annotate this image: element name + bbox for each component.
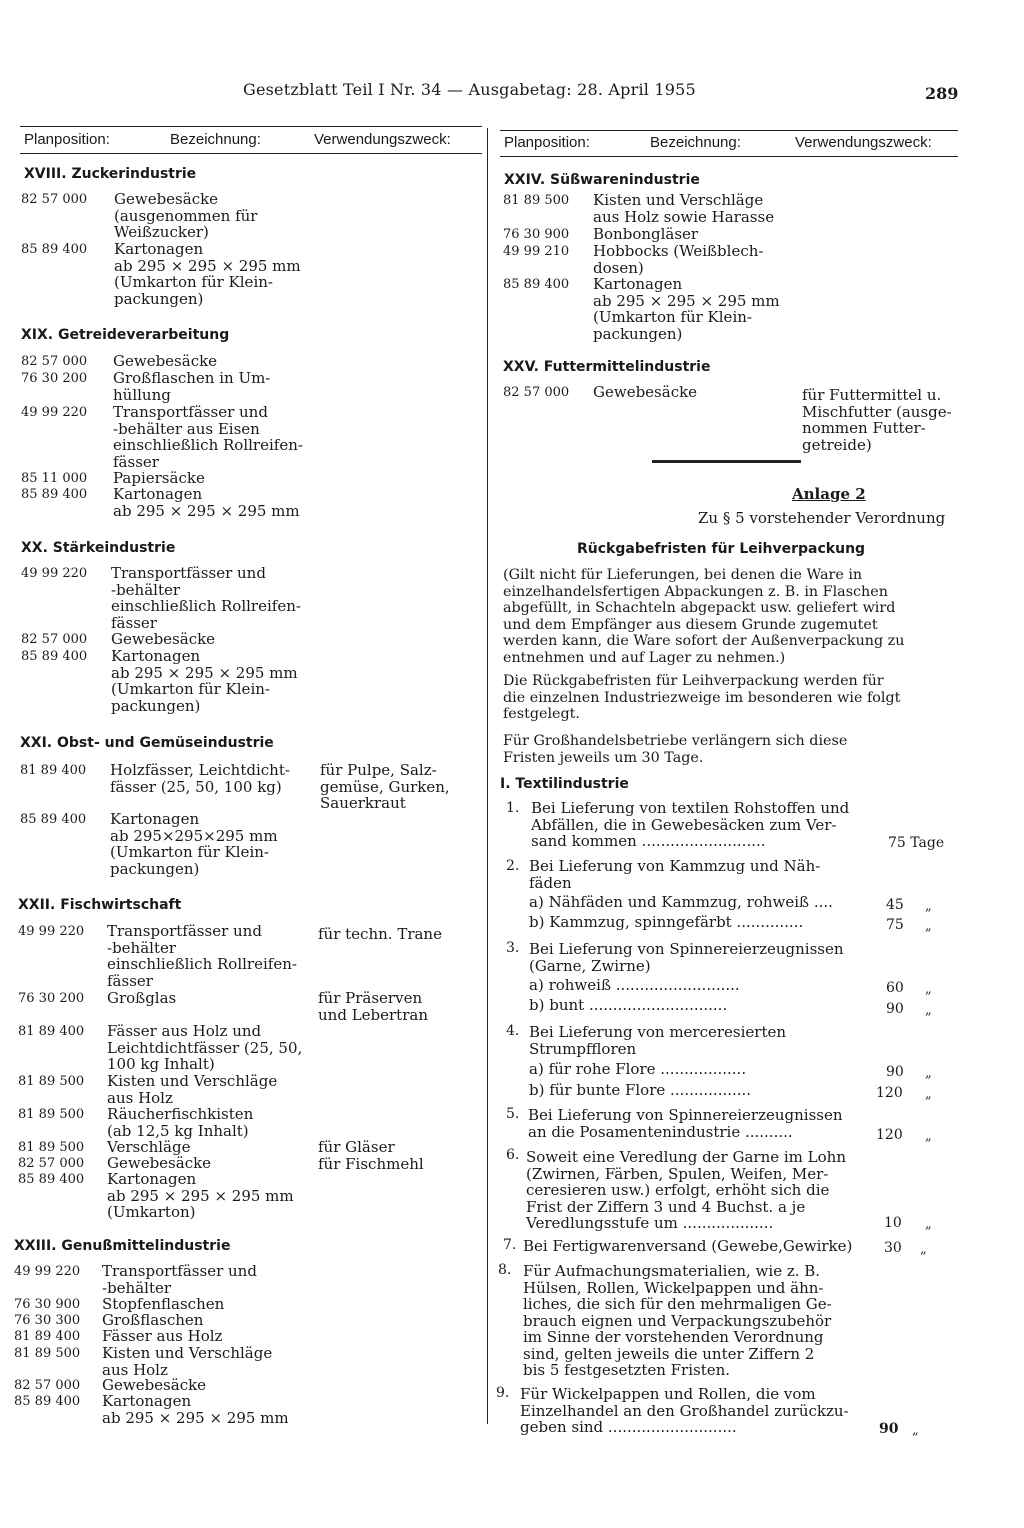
right-col-name: Bezeichnung: <box>650 134 741 151</box>
item-description: Stopfenflaschen <box>102 1295 225 1313</box>
item-description: Kisten und Verschläge aus Holz <box>102 1344 273 1379</box>
plan-code: 85 89 400 <box>14 1394 81 1409</box>
plan-code: 49 99 220 <box>14 1264 81 1279</box>
left-col-purpose: Verwendungszweck: <box>314 131 451 148</box>
item-description: Kartonagen ab 295 × 295 × 295 mm <box>113 485 300 520</box>
annex-reference: Zu § 5 vorstehender Verordnung <box>698 509 946 527</box>
item-description: Hobbocks (Weißblech- dosen) <box>593 242 764 277</box>
item-description: Großflaschen <box>102 1311 204 1329</box>
item-days: 75 Tage <box>888 835 945 851</box>
plan-code: 85 89 400 <box>18 1172 85 1187</box>
right-col-purpose: Verwendungszweck: <box>795 134 932 151</box>
item-number: 7. <box>503 1237 517 1253</box>
item-description: Kartonagen ab 295 × 295 × 295 mm (Umkarton) <box>107 1170 294 1221</box>
item-number: 5. <box>506 1106 520 1122</box>
item-number: 1. <box>506 800 520 816</box>
item-description: Transportfässer und -behälter einschließlich Rollreifen- fässer <box>111 564 301 632</box>
plan-code: 76 30 200 <box>21 371 88 386</box>
item-text: Bei Lieferung von Kammzug und Näh- fäden <box>529 857 821 892</box>
item-text: Für Wickelpappen und Rollen, die vom Einzelhandel an den Großhandel zurückzu- geben sind ........................... <box>520 1385 849 1436</box>
item-days: 30 <box>884 1240 902 1256</box>
item-number: 9. <box>496 1385 510 1401</box>
item-description: Papiersäcke <box>113 469 205 487</box>
plan-code: 85 89 400 <box>21 649 88 664</box>
plan-code: 85 89 400 <box>20 812 87 827</box>
item-description: Gewebesäcke (ausgenommen für Weißzucker) <box>114 190 258 241</box>
plan-code: 82 57 000 <box>21 354 88 369</box>
item-description: Kartonagen ab 295 × 295 × 295 mm (Umkarton für Klein- packungen) <box>114 240 301 308</box>
plan-code: 82 57 000 <box>18 1156 85 1171</box>
ditto-mark: „ <box>925 982 932 997</box>
item-subtext: a) rohweiß .......................... <box>529 976 740 994</box>
item-days: 90 <box>886 1001 904 1017</box>
item-description: Holzfässer, Leichtdicht- fässer (25, 50, 100 kg) <box>110 761 290 796</box>
page-number: 289 <box>925 84 959 103</box>
section-xix-title: XIX. Getreideverarbeitung <box>21 327 230 343</box>
item-description: Gewebesäcke <box>102 1376 207 1394</box>
ditto-mark: „ <box>925 1066 932 1081</box>
item-description: Kisten und Verschläge aus Holz <box>107 1072 278 1107</box>
item-days: 75 <box>886 917 904 933</box>
plan-code: 81 89 500 <box>18 1140 85 1155</box>
item-description: Großflaschen in Um- hüllung <box>113 369 271 404</box>
column-divider <box>487 128 488 1424</box>
item-description: Kartonagen ab 295 × 295 × 295 mm (Umkarton für Klein- packungen) <box>111 647 298 715</box>
page-header-title: Gesetzblatt Teil I Nr. 34 — Ausgabetag: 28. April 1955 <box>243 80 696 99</box>
item-purpose: für Gläser <box>318 1138 395 1156</box>
section-xxi-title: XXI. Obst- und Gemüseindustrie <box>20 735 274 751</box>
left-top-rule <box>20 126 482 127</box>
plan-code: 76 30 900 <box>14 1297 81 1312</box>
item-purpose: für Pulpe, Salz- gemüse, Gurken, Sauerkraut <box>320 761 450 812</box>
ditto-mark: „ <box>925 919 932 934</box>
section-separator <box>652 460 801 463</box>
item-days: 45 <box>886 897 904 913</box>
right-col-position: Planposition: <box>504 134 590 151</box>
item-number: 3. <box>506 940 520 956</box>
ditto-mark: „ <box>925 1087 932 1102</box>
plan-code: 81 89 400 <box>18 1024 85 1039</box>
plan-code: 76 30 900 <box>503 227 570 242</box>
section-xviii-title: XVIII. Zuckerindustrie <box>24 166 197 182</box>
item-description: Transportfässer und -behälter aus Eisen einschließlich Rollreifen- fässer <box>113 403 303 471</box>
plan-code: 81 89 500 <box>18 1107 85 1122</box>
item-description: Kartonagen ab 295×295×295 mm (Umkarton für Klein- packungen) <box>110 810 278 878</box>
annex-paragraph-1: (Gilt nicht für Lieferungen, bei denen die Ware in einzelhandelsfertigen Abpackungen z. B. in Flaschen abgefüllt, in Schachteln abgepackt usw. geliefert wird und dem Empfänger aus diesem Grunde zugemutet werden kann, die Ware sofort der Außenverpackung zu entnehmen und auf Lager zu nehmen.) <box>503 567 905 666</box>
plan-code: 49 99 220 <box>21 405 88 420</box>
item-number: 8. <box>498 1262 512 1278</box>
item-subtext: b) für bunte Flore ................. <box>529 1081 752 1099</box>
item-description: Fässer aus Holz und Leichtdichtfässer (25, 50, 100 kg Inhalt) <box>107 1022 303 1073</box>
section-xxiii-title: XXIII. Genußmittelindustrie <box>14 1238 231 1254</box>
item-description: Großglas <box>107 989 177 1007</box>
plan-code: 82 57 000 <box>21 632 88 647</box>
item-description: Verschläge <box>107 1138 191 1156</box>
right-header-rule <box>500 156 958 157</box>
right-top-rule <box>500 130 958 131</box>
item-description: Gewebesäcke <box>593 383 698 401</box>
left-col-name: Bezeichnung: <box>170 131 261 148</box>
plan-code: 85 89 400 <box>21 487 88 502</box>
plan-code: 82 57 000 <box>503 385 570 400</box>
plan-code: 85 89 400 <box>21 242 88 257</box>
ditto-mark: „ <box>925 1003 932 1018</box>
item-purpose: für Fischmehl <box>318 1155 424 1173</box>
item-days: 90 <box>886 1064 904 1080</box>
item-subtext: a) für rohe Flore .................. <box>529 1060 747 1078</box>
item-days: 120 <box>876 1127 903 1143</box>
annex-heading: Rückgabefristen für Leihverpackung <box>577 541 866 557</box>
annex-paragraph-3: Für Großhandelsbetriebe verlängern sich diese Fristen jeweils um 30 Tage. <box>503 733 848 766</box>
section-xxiv-title: XXIV. Süßwarenindustrie <box>504 172 700 188</box>
plan-code: 49 99 220 <box>21 566 88 581</box>
item-purpose: für techn. Trane <box>318 925 442 943</box>
item-number: 2. <box>506 858 520 874</box>
plan-code: 81 89 400 <box>14 1329 81 1344</box>
section-xx-title: XX. Stärkeindustrie <box>21 540 176 556</box>
item-number: 6. <box>506 1147 520 1163</box>
item-text: Bei Lieferung von merceresierten Strumpfflоren <box>529 1023 787 1058</box>
left-header-rule <box>20 153 482 154</box>
item-text: Bei Lieferung von Spinnereierzeugnissen (Garne, Zwirne) <box>529 940 844 975</box>
item-purpose: für Präserven und Lebertran <box>318 989 428 1024</box>
item-text: Bei Lieferung von Spinnereierzeugnissen an die Posamentenindustrie .......... <box>528 1106 843 1141</box>
ditto-mark: „ <box>925 899 932 914</box>
section-xxii-title: XXII. Fischwirtschaft <box>18 897 182 913</box>
plan-code: 81 89 500 <box>14 1346 81 1361</box>
item-description: Räucherfischkisten (ab 12,5 kg Inhalt) <box>107 1105 254 1140</box>
plan-code: 76 30 300 <box>14 1313 81 1328</box>
annex-title: Anlage 2 <box>792 485 866 503</box>
item-purpose: für Futtermittel u. Mischfutter (ausge- nommen Futter- getreide) <box>802 386 952 454</box>
item-subtext: a) Nähfäden und Kammzug, rohweiß .... <box>529 893 833 911</box>
plan-code: 85 11 000 <box>21 471 88 486</box>
section-xxv-title: XXV. Futtermittelindustrie <box>503 359 711 375</box>
ditto-mark: „ <box>925 1217 932 1232</box>
item-days: 90 <box>879 1421 899 1437</box>
plan-code: 85 89 400 <box>503 277 570 292</box>
ditto-mark: „ <box>920 1242 927 1257</box>
plan-code: 81 89 500 <box>503 193 570 208</box>
plan-code: 49 99 220 <box>18 924 85 939</box>
item-description: Bonbongläser <box>593 225 699 243</box>
item-text: Bei Lieferung von textilen Rohstoffen und Abfällen, die in Gewebesäcken zum Ver- sand kommen .......................... <box>531 799 850 850</box>
item-description: Gewebesäcke <box>111 630 216 648</box>
item-description: Kartonagen ab 295 × 295 × 295 mm (Umkarton für Klein- packungen) <box>593 275 780 343</box>
item-description: Transportfässer und -behälter <box>102 1262 257 1297</box>
plan-code: 82 57 000 <box>21 192 88 207</box>
item-subtext: b) Kammzug, spinngefärbt .............. <box>529 913 804 931</box>
ditto-mark: „ <box>925 1129 932 1144</box>
item-text: Für Aufmachungsmaterialien, wie z. B. Hülsen, Rollen, Wickelpappen und ähn- liches, die sich für den mehrmaligen Ge- brauch eignen und Verpackungszubehör im Sinne der vorstehenden Verordnung sind, gelten jeweils die unter Ziffern 2 bis 5 festgesetzten Fristen. <box>523 1262 832 1379</box>
left-col-position: Planposition: <box>24 131 110 148</box>
item-days: 10 <box>884 1215 902 1231</box>
item-description: Fässer aus Holz <box>102 1327 223 1345</box>
item-description: Gewebesäcke <box>107 1154 212 1172</box>
plan-code: 82 57 000 <box>14 1378 81 1393</box>
item-description: Kartonagen ab 295 × 295 × 295 mm <box>102 1392 289 1427</box>
plan-code: 76 30 200 <box>18 991 85 1006</box>
ditto-mark: „ <box>912 1423 919 1438</box>
item-text: Bei Fertigwarenversand (Gewebe,Gewirke) <box>523 1237 853 1255</box>
item-description: Kisten und Verschläge aus Holz sowie Harasse <box>593 191 775 226</box>
item-days: 60 <box>886 980 904 996</box>
item-number: 4. <box>506 1023 520 1039</box>
plan-code: 81 89 500 <box>18 1074 85 1089</box>
item-description: Transportfässer und -behälter einschließlich Rollreifen- fässer <box>107 922 297 990</box>
item-days: 120 <box>876 1085 903 1101</box>
item-text: Soweit eine Veredlung der Garne im Lohn (Zwirnen, Färben, Spulen, Weifen, Mer- ceresieren usw.) erfolgt, erhöht sich die Frist der Ziffern 3 und 4 Buchst. a je Veredlungsstufe um ................... <box>526 1148 846 1232</box>
plan-code: 81 89 400 <box>20 763 87 778</box>
annex-paragraph-2: Die Rückgabefristen für Leihverpackung werden für die einzelnen Industriezweige im besonderen wie folgt festgelegt. <box>503 673 901 722</box>
plan-code: 49 99 210 <box>503 244 570 259</box>
annex-section-title: I. Textilindustrie <box>500 776 629 792</box>
item-description: Gewebesäcke <box>113 352 218 370</box>
item-subtext: b) bunt ............................. <box>529 996 728 1014</box>
